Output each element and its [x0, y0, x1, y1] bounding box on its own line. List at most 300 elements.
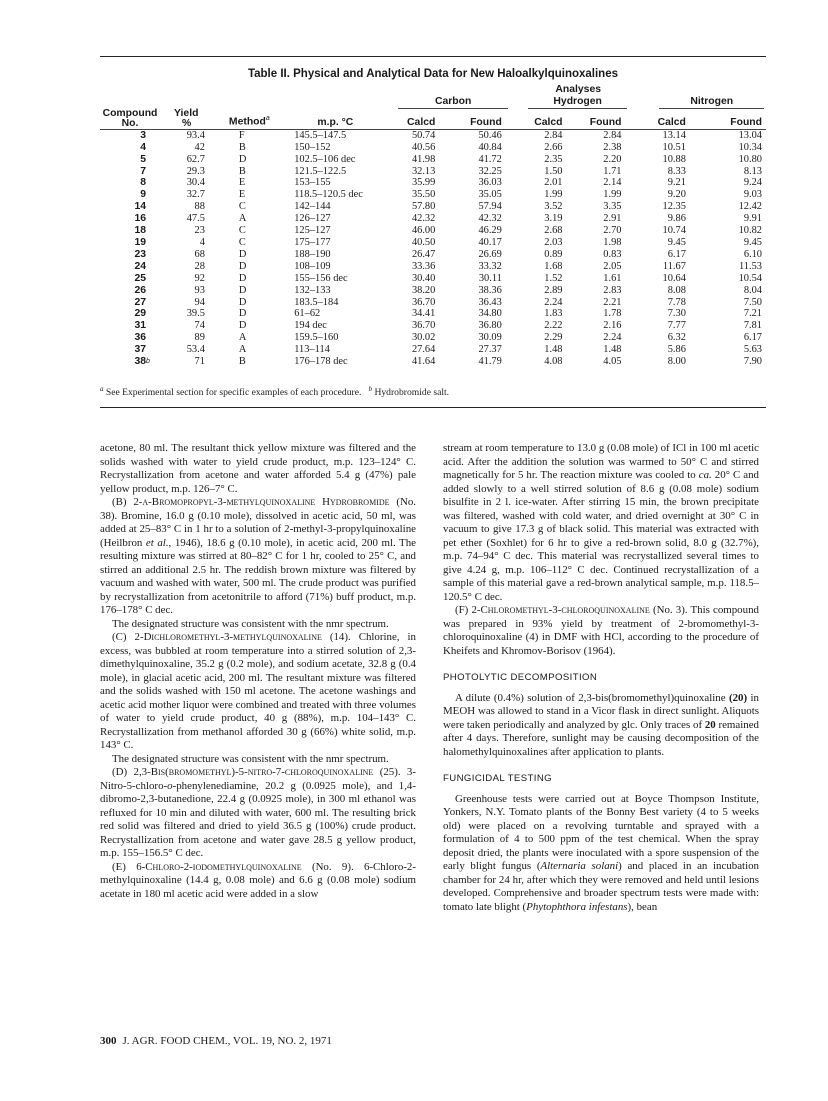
mp-cell-value: 194 dec — [294, 320, 327, 332]
hydrogen-calcd-cell — [514, 308, 575, 320]
compound-no-cell-value: 18 — [134, 225, 146, 237]
footnote-b-text: Hydrobromide salt. — [372, 387, 450, 399]
col-compound-header — [100, 109, 160, 130]
table-footnote — [100, 385, 766, 398]
hydrogen-found-cell-value: 2.14 — [603, 177, 622, 189]
method-cell — [215, 261, 280, 273]
table-row — [100, 166, 766, 178]
carbon-found-cell-value: 27.37 — [478, 344, 502, 356]
method-cell-value: D — [238, 260, 247, 272]
mp-cell-value: 102.5–106 dec — [294, 153, 356, 165]
method-cell — [215, 142, 280, 154]
hydrogen-found-cell — [574, 129, 633, 141]
photolytic-compound-ref-2: 20 — [704, 718, 716, 731]
hydrogen-calcd-cell — [514, 166, 575, 178]
hydrogen-calcd-cell-value: 2.03 — [544, 236, 563, 248]
carbon-calcd-cell — [390, 249, 447, 261]
carbon-calcd-cell — [390, 297, 447, 309]
nitrogen-calcd-cell — [633, 166, 699, 178]
fungicidal-text-2: ) and placed in an incubation chamber for 24 hr, after which they were removed and held until lesions developed. Comprehensive and broader spectrum tests were made with: tomato late blight ( — [443, 860, 759, 913]
compound-no-cell — [100, 142, 160, 154]
compound-no-cell-value: 36 — [134, 332, 146, 344]
nitrogen-found-cell-value: 10.82 — [738, 225, 762, 237]
mp-cell — [280, 201, 390, 213]
hydrogen-calcd-cell — [514, 154, 575, 166]
mp-cell-value: 61–62 — [294, 308, 321, 320]
nitrogen-found-cell-value: 13.04 — [738, 129, 762, 141]
carbon-calcd-cell-value: 42.32 — [411, 213, 436, 225]
procedure-b-text-1: Bromine, 16.0 g (0.10 mole), dissolved in acetic acid, 50 ml, was added at 25–83° C in 1 hr to a solution of 2-methyl-3-propylquinoxaline (Heilbron — [100, 509, 416, 549]
analyses-header: Analyses — [555, 84, 602, 95]
nitrogen-found-cell-value: 9.03 — [743, 189, 762, 201]
nitrogen-calcd-cell-value: 11.67 — [662, 260, 686, 272]
nitrogen-calcd-cell-value: 8.33 — [667, 165, 686, 177]
mp-cell-value: 118.5–120.5 dec — [294, 189, 363, 201]
col-c-calcd-header: Calcd — [407, 116, 436, 128]
carbon-calcd-cell — [390, 273, 447, 285]
page-number: 300 — [100, 1035, 117, 1047]
carbon-calcd-cell — [390, 261, 447, 273]
hydrogen-calcd-cell — [514, 129, 575, 141]
yield-cell-value: 62.7 — [186, 153, 205, 165]
carbon-calcd-cell — [390, 189, 447, 201]
col-compound-label: Compound No. — [102, 107, 158, 129]
yield-cell-value: 88 — [194, 201, 205, 213]
paragraph-a-continuation: acetone, 80 ml. The resultant thick yellow mixture was filtered and the solids washed with water to yield crude product, m.p. 123–124° C. Recrystallization from acetone and water afforded 5.4 g (47%) pale yellow product, m.p. 126–7° C. — [100, 442, 416, 495]
nitrogen-found-cell — [700, 237, 766, 249]
carbon-calcd-cell — [390, 129, 447, 141]
bottom-rule — [100, 407, 766, 408]
hydrogen-found-cell-value: 1.98 — [603, 236, 622, 248]
compound-no-cell-value: 37 — [134, 344, 146, 356]
col-method-sup: a — [265, 115, 270, 123]
yield-cell-value: 68 — [194, 248, 205, 260]
hydrogen-found-cell — [574, 237, 633, 249]
yield-cell-value: 93.4 — [186, 129, 205, 141]
nitrogen-calcd-cell — [633, 154, 699, 166]
yield-cell — [160, 261, 215, 273]
hydrogen-found-cell — [574, 213, 633, 225]
mp-cell — [280, 213, 390, 225]
hydrogen-found-cell — [574, 261, 633, 273]
carbon-found-cell — [447, 320, 514, 332]
nitrogen-found-cell-value: 7.21 — [743, 308, 762, 320]
yield-cell — [160, 237, 215, 249]
photolytic-text-2: in MEOH was allowed to stand in a Vicor flask in direct sunlight. Aliquots were taken periodically and analyzed by glc. Only traces of — [443, 691, 759, 731]
carbon-found-cell-value: 42.32 — [478, 213, 502, 225]
method-cell — [215, 273, 280, 285]
yield-cell-value: 23 — [194, 225, 205, 237]
yield-cell — [160, 154, 215, 166]
nitrogen-found-cell — [700, 142, 766, 154]
nitrogen-calcd-cell — [633, 213, 699, 225]
carbon-found-cell-value: 35.05 — [478, 189, 502, 201]
yield-cell — [160, 201, 215, 213]
nitrogen-calcd-cell — [633, 142, 699, 154]
method-cell — [215, 237, 280, 249]
structure-note-2: The designated structure was consistent with the nmr spectrum. — [112, 752, 389, 765]
procedure-d-text-1: 3-Nitro-5-chloro- — [100, 766, 416, 792]
carbon-calcd-cell — [390, 356, 447, 368]
hydrogen-calcd-cell-value: 1.52 — [544, 272, 563, 284]
col-h-found-header: Found — [589, 116, 622, 128]
hydrogen-calcd-cell-value: 1.99 — [544, 189, 563, 201]
nitrogen-found-cell-value: 5.63 — [743, 344, 762, 356]
yield-cell — [160, 177, 215, 189]
nitrogen-calcd-cell — [633, 189, 699, 201]
nitrogen-calcd-cell-value: 9.20 — [667, 189, 686, 201]
table-row — [100, 320, 766, 332]
hydrogen-found-cell — [574, 249, 633, 261]
hydrogen-calcd-cell-value: 2.66 — [544, 141, 563, 153]
hydrogen-found-cell-value: 1.61 — [603, 272, 622, 284]
col-method-header — [215, 109, 280, 130]
method-cell-value: D — [238, 284, 247, 296]
procedure-c-number: (14). — [329, 631, 351, 643]
table-row — [100, 249, 766, 261]
carbon-calcd-cell — [390, 177, 447, 189]
hydrogen-found-cell-value: 1.99 — [603, 189, 622, 201]
nitrogen-found-cell-value: 9.45 — [743, 236, 762, 248]
compound-no-cell — [100, 129, 160, 141]
hydrogen-calcd-cell-value: 3.52 — [544, 201, 563, 213]
fungicidal-heading: FUNGICIDAL TESTING — [443, 773, 553, 784]
mp-cell-value: 126–127 — [294, 213, 331, 225]
col-n-calcd-header: Calcd — [657, 116, 686, 128]
procedure-e-label: (E) — [112, 860, 126, 873]
hydrogen-calcd-cell-value: 1.50 — [544, 165, 563, 177]
procedure-e-number: (No. 9). — [311, 860, 354, 873]
left-column — [100, 442, 416, 901]
nitrogen-found-cell — [700, 225, 766, 237]
method-cell — [215, 332, 280, 344]
carbon-found-cell — [447, 297, 514, 309]
compound-no-cell-value: 16 — [134, 213, 146, 225]
hydrogen-found-cell-value: 2.21 — [603, 296, 622, 308]
hydrogen-found-cell — [574, 201, 633, 213]
carbon-calcd-cell — [390, 142, 447, 154]
hydrogen-found-cell-value: 1.48 — [603, 344, 622, 356]
method-cell — [215, 129, 280, 141]
compound-no-cell — [100, 285, 160, 297]
mp-cell — [280, 237, 390, 249]
carbon-calcd-cell-value: 32.13 — [411, 165, 436, 177]
hydrogen-calcd-cell-value: 2.68 — [544, 225, 563, 237]
compound-no-cell — [100, 297, 160, 309]
carbon-found-cell-value: 38.36 — [478, 284, 502, 296]
nitrogen-calcd-cell-value: 10.64 — [662, 272, 686, 284]
compound-no-cell — [100, 237, 160, 249]
carbon-found-cell — [447, 273, 514, 285]
carbon-calcd-cell-value: 38.20 — [411, 284, 436, 296]
method-cell — [215, 320, 280, 332]
method-cell-value: D — [238, 248, 247, 260]
compound-no-cell — [100, 177, 160, 189]
mp-cell — [280, 297, 390, 309]
yield-cell — [160, 273, 215, 285]
carbon-group-header: Carbon — [398, 96, 507, 109]
carbon-found-cell — [447, 213, 514, 225]
hydrogen-calcd-cell — [514, 297, 575, 309]
nitrogen-calcd-cell — [633, 129, 699, 141]
nitrogen-found-cell-value: 12.42 — [738, 201, 762, 213]
method-cell — [215, 154, 280, 166]
carbon-calcd-cell — [390, 308, 447, 320]
procedure-d-label: (D) — [112, 766, 128, 778]
procedure-d — [100, 766, 416, 861]
mp-cell — [280, 154, 390, 166]
hydrogen-calcd-cell — [514, 249, 575, 261]
table-row — [100, 154, 766, 166]
yield-cell-value: 39.5 — [186, 308, 205, 320]
photolytic-text-1: A dilute (0.4%) solution of 2,3-bis(bromomethyl)quinoxaline — [455, 691, 729, 704]
nitrogen-calcd-cell-value: 8.00 — [667, 356, 686, 368]
carbon-found-cell — [447, 154, 514, 166]
mp-cell — [280, 129, 390, 141]
method-cell-value: D — [238, 272, 247, 284]
table-row — [100, 201, 766, 213]
nitrogen-calcd-cell — [633, 261, 699, 273]
hydrogen-calcd-cell-value: 1.68 — [544, 260, 563, 272]
carbon-found-cell-value: 40.84 — [478, 141, 502, 153]
carbon-found-cell — [447, 177, 514, 189]
footnote-a-marker: a — [100, 385, 104, 393]
hydrogen-calcd-cell — [514, 201, 575, 213]
compound-no-footnote-marker: b — [146, 358, 150, 366]
mp-cell — [280, 285, 390, 297]
mp-cell-value: 183.5–184 — [294, 296, 339, 308]
col-yield-label: Yield — [174, 107, 199, 119]
yield-cell — [160, 129, 215, 141]
carbon-found-cell — [447, 356, 514, 368]
mp-cell-value: 188–190 — [294, 248, 331, 260]
nitrogen-calcd-cell-value: 13.14 — [662, 129, 686, 141]
mp-cell-value: 176–178 dec — [294, 356, 348, 368]
table-row — [100, 332, 766, 344]
method-cell-value: A — [238, 213, 247, 225]
hydrogen-calcd-cell-value: 0.89 — [544, 248, 563, 260]
method-cell — [215, 201, 280, 213]
hydrogen-calcd-cell — [514, 237, 575, 249]
carbon-found-cell-value: 34.80 — [478, 308, 502, 320]
mp-cell-value: 153–155 — [294, 177, 331, 189]
mp-cell-value: 150–152 — [294, 141, 331, 153]
nitrogen-calcd-cell-value: 6.17 — [667, 248, 686, 260]
nitrogen-group-header: Nitrogen — [659, 96, 764, 109]
nitrogen-calcd-cell — [633, 249, 699, 261]
procedure-b-number: (No. 38). — [100, 496, 416, 522]
carbon-calcd-cell-value: 40.50 — [411, 236, 436, 248]
procedure-f-heading: 2-Chloromethyl-3-chloroquinoxaline — [471, 604, 650, 616]
procedure-e-continuation — [443, 442, 759, 604]
compound-no-cell-value: 29 — [134, 308, 146, 320]
carbon-calcd-cell-value: 34.41 — [411, 308, 436, 320]
nitrogen-found-cell-value: 6.17 — [743, 332, 762, 344]
nitrogen-found-cell-value: 11.53 — [739, 260, 762, 272]
fungicidal-text-1: Greenhouse tests were carried out at Boyce Thompson Institute, Yonkers, N.Y. Tomato plants of the Bonny Best variety (4 to 5 weeks old) were placed on a revolving turntable and sprayed with a formulation of 4 to 500 ppm of the test chemical. When the spray deposit dried, the plants were inoculated with a spore suspension of the early blight fungus ( — [443, 792, 759, 872]
nitrogen-calcd-cell — [633, 237, 699, 249]
nitrogen-found-cell — [700, 201, 766, 213]
carbon-found-cell-value: 46.29 — [478, 225, 502, 237]
mp-cell-value: 159.5–160 — [294, 332, 339, 344]
compound-no-cell — [100, 308, 160, 320]
method-cell — [215, 213, 280, 225]
hydrogen-calcd-cell — [514, 261, 575, 273]
procedure-e-cont-1: stream at room temperature to 13.0 g (0.08 mole) of ICl in 100 ml acetic acid. After the addition the solution was warmed to 50° C and stirred magnetically for 5 hr. The reaction mixture was cooled to — [443, 442, 759, 481]
method-cell — [215, 285, 280, 297]
procedure-d-text-2: -phenylenediamine, 20.2 g (0.0925 mole), and 1,4-dibromo-2,3-butanedione, 22.4 g (0.0925 mole), in 300 ml ethanol was refluxed for 10 min and diluted with water, 600 ml. The resulting brick red solid was filtered and dried to yield 36.5 g (100%) crude product. Recrystallization from acetone and water gave 28.5 g yellow product, m.p. 155–156.5° C dec. — [100, 779, 416, 859]
col-method-label: Method — [228, 116, 266, 128]
method-cell-value: A — [238, 332, 247, 344]
yield-cell — [160, 225, 215, 237]
nitrogen-found-cell-value: 6.10 — [743, 248, 762, 260]
nitrogen-found-cell — [700, 154, 766, 166]
nitrogen-calcd-cell-value: 6.32 — [667, 332, 686, 344]
yield-cell — [160, 297, 215, 309]
compound-no-cell-value: 19 — [134, 236, 146, 248]
photolytic-text-3: remained after 4 days. Therefore, sunlight may be causing decomposition of the halomethylquinoxalines after application to plants. — [443, 718, 759, 758]
carbon-calcd-cell-value: 40.56 — [411, 141, 436, 153]
fungicidal-species-1: Alternaria solani — [540, 860, 619, 872]
carbon-calcd-cell — [390, 225, 447, 237]
hydrogen-found-cell — [574, 297, 633, 309]
nitrogen-found-cell — [700, 261, 766, 273]
hydrogen-calcd-cell-value: 2.89 — [544, 284, 563, 296]
yield-cell — [160, 356, 215, 368]
hydrogen-found-cell-value: 1.71 — [603, 165, 622, 177]
fungicidal-text-3: ), bean — [627, 900, 658, 913]
nitrogen-calcd-cell-value: 12.35 — [662, 201, 686, 213]
compound-no-cell — [100, 213, 160, 225]
compound-no-cell — [100, 332, 160, 344]
yield-cell-value: 53.4 — [186, 344, 205, 356]
hydrogen-found-cell-value: 2.38 — [603, 141, 622, 153]
nitrogen-calcd-cell — [633, 344, 699, 356]
mp-cell-value: 113–114 — [294, 344, 330, 356]
hydrogen-calcd-cell — [514, 225, 575, 237]
hydrogen-found-cell — [574, 189, 633, 201]
hydrogen-found-cell — [574, 142, 633, 154]
yield-cell — [160, 166, 215, 178]
method-cell-value: C — [238, 236, 246, 248]
compound-no-cell — [100, 225, 160, 237]
carbon-found-cell — [447, 201, 514, 213]
method-cell-value: C — [238, 225, 246, 237]
carbon-calcd-cell — [390, 320, 447, 332]
table-row — [100, 177, 766, 189]
carbon-calcd-cell — [390, 332, 447, 344]
carbon-found-cell-value: 50.46 — [478, 129, 502, 141]
procedure-d-italic: o — [167, 779, 173, 792]
nitrogen-found-cell — [700, 213, 766, 225]
yield-cell-value: 42 — [194, 141, 205, 153]
fungicidal-species-2: Phytophthora infestans — [526, 900, 628, 913]
table-row — [100, 273, 766, 285]
carbon-found-cell-value: 41.79 — [478, 356, 502, 368]
table-row — [100, 356, 766, 368]
carbon-found-cell-value: 36.80 — [478, 320, 502, 332]
compound-no-cell — [100, 154, 160, 166]
hydrogen-calcd-cell-value: 2.35 — [544, 153, 563, 165]
mp-cell — [280, 261, 390, 273]
procedure-b-label: (B) — [112, 496, 127, 508]
carbon-calcd-cell — [390, 344, 447, 356]
compound-no-cell — [100, 344, 160, 356]
method-cell — [215, 249, 280, 261]
hydrogen-found-cell — [574, 166, 633, 178]
compound-no-cell-value: 7 — [140, 165, 146, 177]
nitrogen-calcd-cell — [633, 201, 699, 213]
compound-no-cell-value: 31 — [134, 320, 146, 332]
nitrogen-calcd-cell — [633, 320, 699, 332]
nitrogen-found-cell — [700, 320, 766, 332]
right-column — [443, 442, 759, 914]
procedure-e-heading: 6-Chloro-2-iodomethylquinoxaline — [136, 860, 302, 873]
nitrogen-found-cell-value: 8.13 — [743, 165, 762, 177]
carbon-calcd-cell-value: 46.00 — [411, 225, 436, 237]
nitrogen-calcd-cell — [633, 297, 699, 309]
hydrogen-found-cell-value: 0.83 — [603, 248, 622, 260]
table-row — [100, 237, 766, 249]
method-cell — [215, 356, 280, 368]
table-row — [100, 297, 766, 309]
carbon-calcd-cell-value: 57.80 — [411, 201, 436, 213]
procedure-d-number: (25). — [379, 766, 401, 778]
carbon-found-cell — [447, 142, 514, 154]
method-cell-value: D — [238, 153, 247, 165]
journal-citation: J. AGR. FOOD CHEM., VOL. 19, NO. 2, 1971 — [122, 1035, 332, 1047]
procedure-f-number: (No. 3). — [652, 604, 688, 616]
nitrogen-calcd-cell-value: 7.77 — [667, 320, 686, 332]
col-yield-unit: % — [182, 117, 192, 129]
mp-cell — [280, 344, 390, 356]
yield-cell-value: 32.7 — [186, 189, 205, 201]
compound-no-cell-value: 4 — [140, 141, 146, 153]
hydrogen-calcd-cell — [514, 213, 575, 225]
yield-cell — [160, 189, 215, 201]
compound-no-cell-value: 8 — [140, 177, 146, 189]
nitrogen-calcd-cell — [633, 177, 699, 189]
hydrogen-calcd-cell-value: 2.01 — [544, 177, 563, 189]
photolytic-paragraph — [443, 692, 759, 760]
procedure-b — [100, 496, 416, 618]
hydrogen-found-cell — [574, 177, 633, 189]
procedure-b-text-2: , 1946), 18.6 g (0.10 mole), in acetic acid, 200 ml. The resulting mixture was stirred at 80–82° C for 1 hr, cooled to 25° C, and stirred an additional 2.5 hr. The reddish brown mixture was filtered by vacuum and washed with water, 500 ml. The crude product was purified by recrystallization from acetonitrile to afford (71%) buff product, m.p. 176–178° C dec. — [100, 536, 416, 616]
yield-cell — [160, 213, 215, 225]
hydrogen-calcd-cell — [514, 177, 575, 189]
nitrogen-found-cell-value: 8.04 — [743, 284, 762, 296]
carbon-calcd-cell-value: 35.99 — [411, 177, 436, 189]
compound-no-cell-value: 3 — [140, 129, 146, 141]
compound-no-cell-value: 14 — [134, 201, 146, 213]
carbon-calcd-cell-value: 26.47 — [411, 248, 436, 260]
carbon-found-cell — [447, 129, 514, 141]
nitrogen-calcd-cell-value: 10.88 — [662, 153, 686, 165]
hydrogen-found-cell-value: 2.91 — [603, 213, 622, 225]
carbon-found-cell — [447, 308, 514, 320]
compound-no-cell — [100, 273, 160, 285]
col-n-found-header: Found — [730, 116, 762, 128]
nitrogen-calcd-cell — [633, 225, 699, 237]
hydrogen-found-cell-value: 2.20 — [603, 153, 622, 165]
nitrogen-found-cell — [700, 344, 766, 356]
structure-note-1: The designated structure was consistent with the nmr spectrum. — [112, 617, 389, 630]
nitrogen-found-cell-value: 9.24 — [743, 177, 762, 189]
nitrogen-found-cell — [700, 273, 766, 285]
mp-cell — [280, 249, 390, 261]
hydrogen-calcd-cell-value: 3.19 — [544, 213, 563, 225]
compound-no-cell-value: 27 — [134, 296, 146, 308]
